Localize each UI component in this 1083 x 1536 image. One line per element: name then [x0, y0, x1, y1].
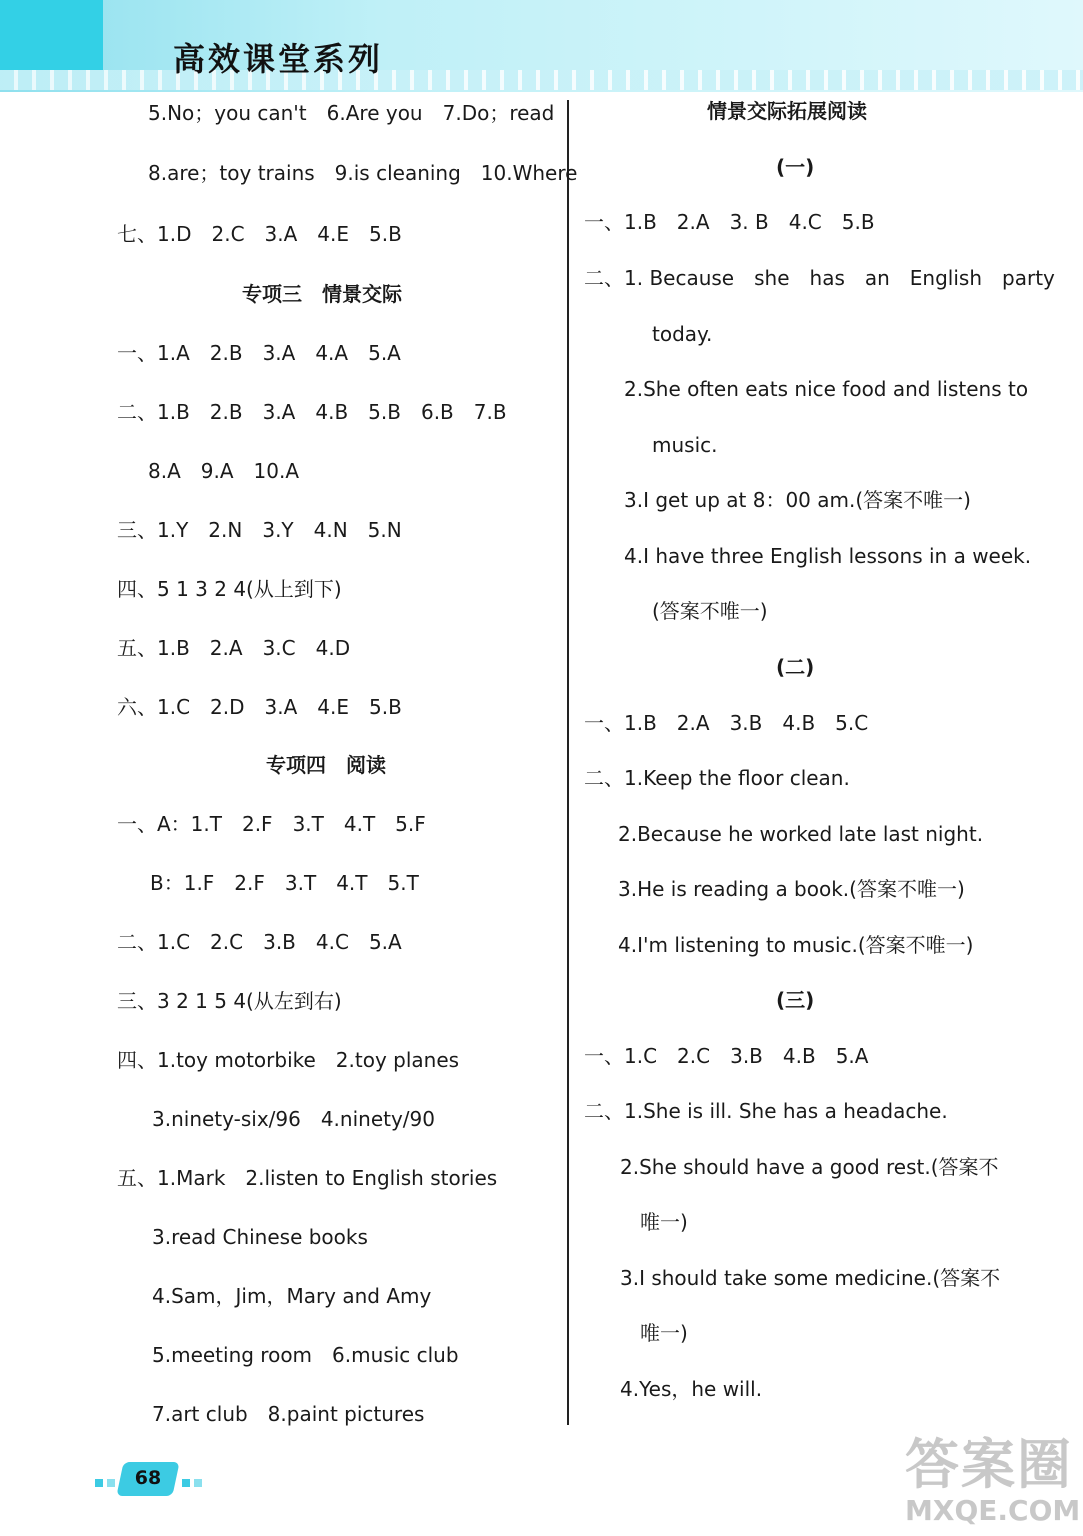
answer-line: 四、5 1 3 2 4(从上到下): [117, 577, 342, 601]
answer-line: 七、1.D 2.C 3.A 4.E 5.B: [117, 222, 402, 246]
answer-line: 二、1. Because she has an English party: [584, 266, 1055, 290]
answer-line: 二、1.C 2.C 3.B 4.C 5.A: [117, 930, 402, 954]
answer-line: 5.meeting room 6.music club: [152, 1343, 459, 1367]
answer-line: 二、1.She is ill. She has a headache.: [584, 1099, 948, 1123]
answer-line: 二、1.B 2.B 3.A 4.B 5.B 6.B 7.B: [117, 400, 507, 424]
answer-line: today.: [652, 322, 713, 346]
answer-line: 一、1.B 2.A 3.B 4.B 5.C: [584, 711, 869, 735]
answer-line: 一、1.C 2.C 3.B 4.B 5.A: [584, 1044, 869, 1068]
answer-line: 三、3 2 1 5 4(从左到右): [117, 989, 342, 1013]
watermark-url: MXQE.COM: [905, 1494, 1081, 1527]
answer-line: 4.I have three English lessons in a week.: [624, 544, 1032, 568]
footer-dots-left: [95, 1472, 119, 1486]
answer-line: 二、1.Keep the floor clean.: [584, 766, 850, 790]
series-title: 高效课堂系列: [173, 40, 384, 78]
section-heading: 专项四 阅读: [266, 753, 386, 777]
subsection-heading: (二): [776, 655, 815, 679]
answer-line: 8.A 9.A 10.A: [148, 459, 300, 483]
answer-line: B：1.F 2.F 3.T 4.T 5.T: [150, 871, 419, 895]
answer-line: 一、1.A 2.B 3.A 4.A 5.A: [117, 341, 401, 365]
answer-line: 四、1.toy motorbike 2.toy planes: [117, 1048, 460, 1072]
answer-line: music.: [652, 433, 718, 457]
answer-line: 五、1.B 2.A 3.C 4.D: [117, 636, 351, 660]
answer-line: 2.She often eats nice food and listens to: [624, 377, 1029, 401]
header-color-block: [0, 0, 103, 70]
answer-line: 唯一): [640, 1321, 688, 1345]
answer-line: 唯一): [640, 1210, 688, 1234]
page-number: 68: [134, 1467, 162, 1489]
answer-line: 一、1.B 2.A 3. B 4.C 5.B: [584, 210, 875, 234]
answer-line: 2.She should have a good rest.(答案不: [620, 1155, 999, 1179]
footer-dots-right: [182, 1472, 206, 1486]
answer-line: 2.Because he worked late last night.: [618, 822, 984, 846]
answer-line: 7.art club 8.paint pictures: [152, 1402, 425, 1426]
answer-line: 3.ninety-six/96 4.ninety/90: [152, 1107, 435, 1131]
answer-line: 六、1.C 2.D 3.A 4.E 5.B: [117, 695, 402, 719]
answer-line: 4.Yes，he will.: [620, 1377, 763, 1401]
section-heading: 专项三 情景交际: [242, 282, 402, 306]
subsection-heading: (一): [776, 155, 815, 179]
watermark-text: 答案圈: [905, 1433, 1073, 1496]
answer-line: (答案不唯一): [652, 599, 768, 623]
answer-line: 4.Sam，Jim，Mary and Amy: [152, 1284, 432, 1308]
answer-line: 8.are；toy trains 9.is cleaning 10.Where: [148, 161, 578, 185]
answer-line: 三、1.Y 2.N 3.Y 4.N 5.N: [117, 518, 402, 542]
column-divider: [567, 100, 569, 1425]
answer-line: 4.I'm listening to music.(答案不唯一): [618, 933, 974, 957]
section-heading: 情景交际拓展阅读: [707, 99, 867, 123]
page-header: [0, 0, 1083, 92]
answer-line: 3.read Chinese books: [152, 1225, 368, 1249]
answer-line: 3.I should take some medicine.(答案不: [620, 1266, 1001, 1290]
header-stripe: [0, 70, 1083, 90]
answer-line: 3.I get up at 8：00 am.(答案不唯一): [624, 488, 971, 512]
answer-line: 五、1.Mark 2.listen to English stories: [117, 1166, 498, 1190]
answer-line: 5.No；you can't 6.Are you 7.Do；read: [148, 101, 555, 125]
answer-line: 一、A：1.T 2.F 3.T 4.T 5.F: [117, 812, 426, 836]
subsection-heading: (三): [776, 988, 815, 1012]
answer-line: 3.He is reading a book.(答案不唯一): [618, 877, 965, 901]
watermark-logo: [905, 1433, 1081, 1530]
